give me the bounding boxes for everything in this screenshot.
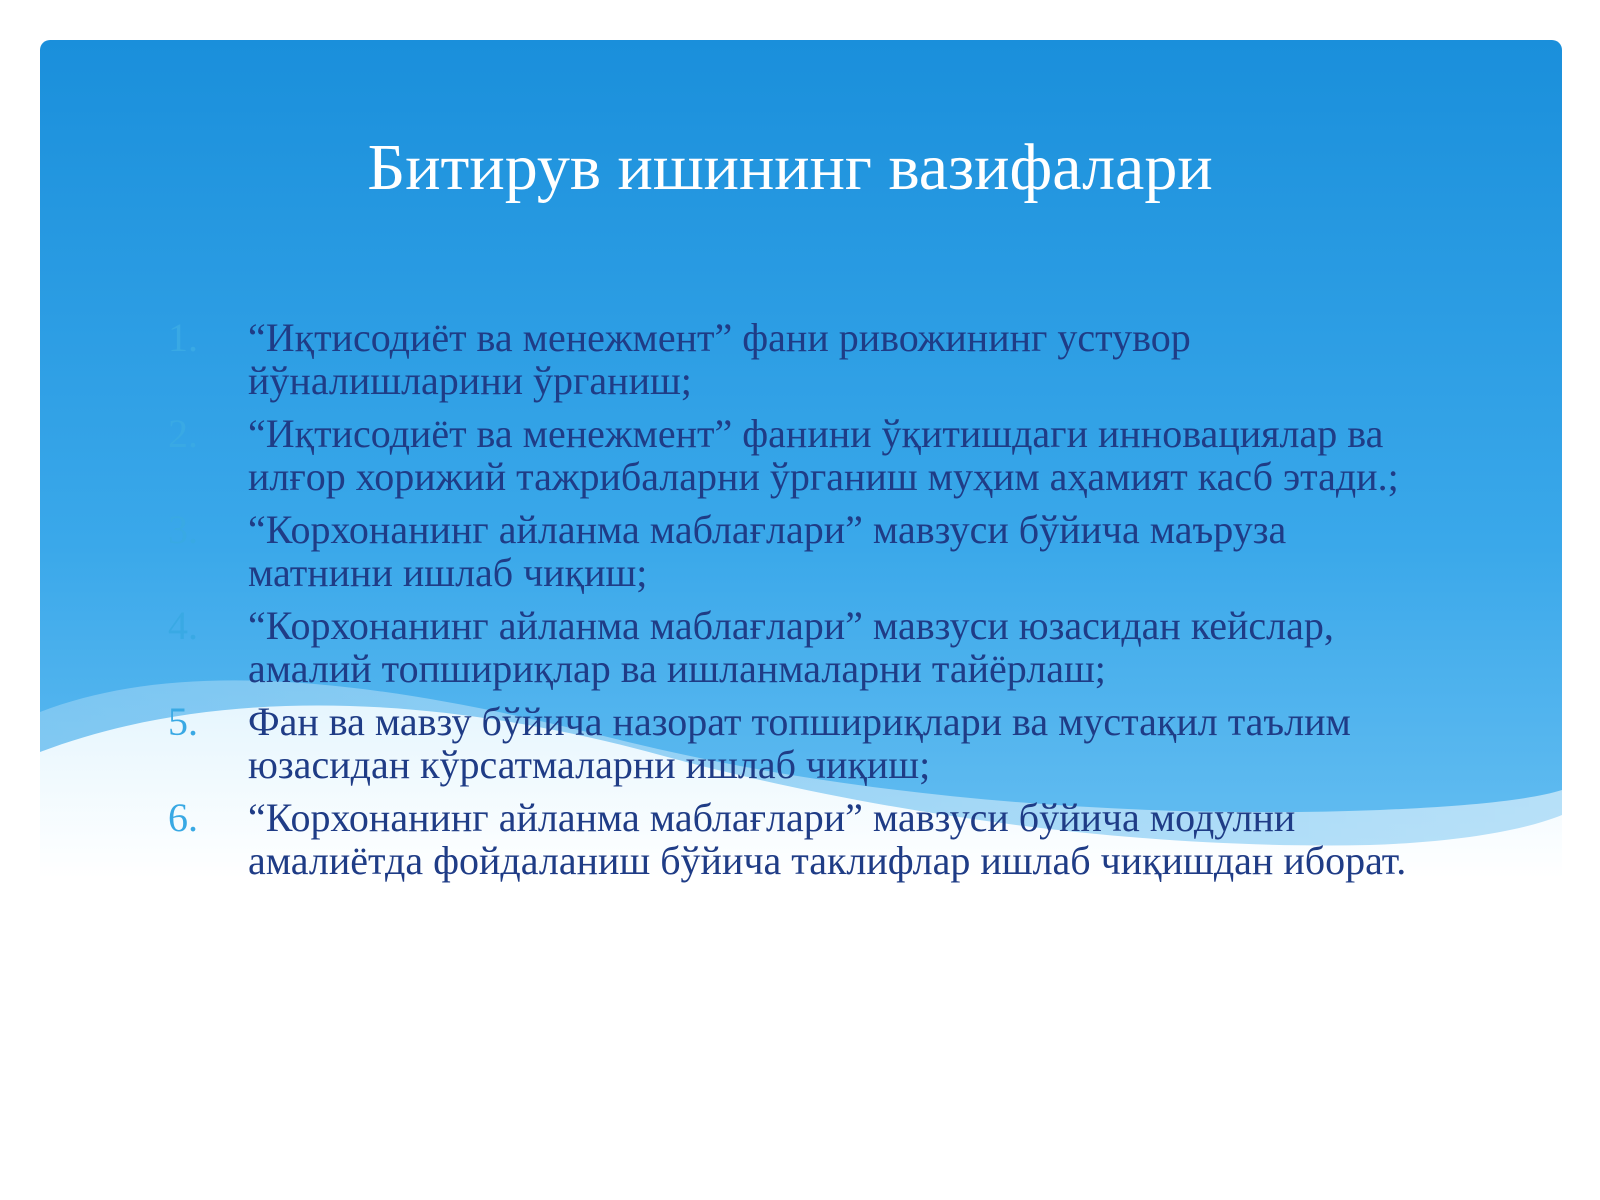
list-item-text: Фан ва мавзу бўйича назорат топшириқлари ва мустақил таълим юзасидан кўрсатмаларни ишлаб чиқиш; <box>248 699 1351 787</box>
list-item-number: 4. <box>168 603 198 648</box>
list-item-text: “Иқтисодиёт ва менежмент” фани ривожининг устувор йўналишларини ўрганиш; <box>248 315 1191 403</box>
list-item <box>160 508 1430 594</box>
list-item-number: 2. <box>168 411 198 456</box>
list-item-number: 3. <box>168 507 198 552</box>
list-item-number: 6. <box>168 795 198 840</box>
list-item-text: “Корхонанинг айланма маблағлари” мавзуси бўйича модулни амалиётда фойдаланиш бўйича таклифлар ишлаб чиқишдан иборат. <box>248 795 1407 883</box>
list-item <box>160 700 1430 786</box>
list-item-number: 5. <box>168 699 198 744</box>
list-item-text: “Корхонанинг айланма маблағлари” мавзуси юзасидан кейслар, амалий топшириқлар ва ишланмаларни тайёрлаш; <box>248 603 1334 691</box>
list-item <box>160 796 1430 882</box>
list-item <box>160 604 1430 690</box>
list-item <box>160 412 1430 498</box>
slide-title: Битирув ишининг вазифалари <box>367 131 1213 204</box>
list-item <box>160 316 1430 402</box>
list-item-number: 1. <box>168 315 198 360</box>
list-item-text: “Корхонанинг айланма маблағлари” мавзуси бўйича маъруза матнини ишлаб чиқиш; <box>248 507 1287 595</box>
task-list <box>160 316 1430 892</box>
list-item-text: “Иқтисодиёт ва менежмент” фанини ўқитишдаги инновациялар ва илғор хорижий тажрибаларни ўрганиш муҳим аҳамият касб этади.; <box>248 411 1399 499</box>
